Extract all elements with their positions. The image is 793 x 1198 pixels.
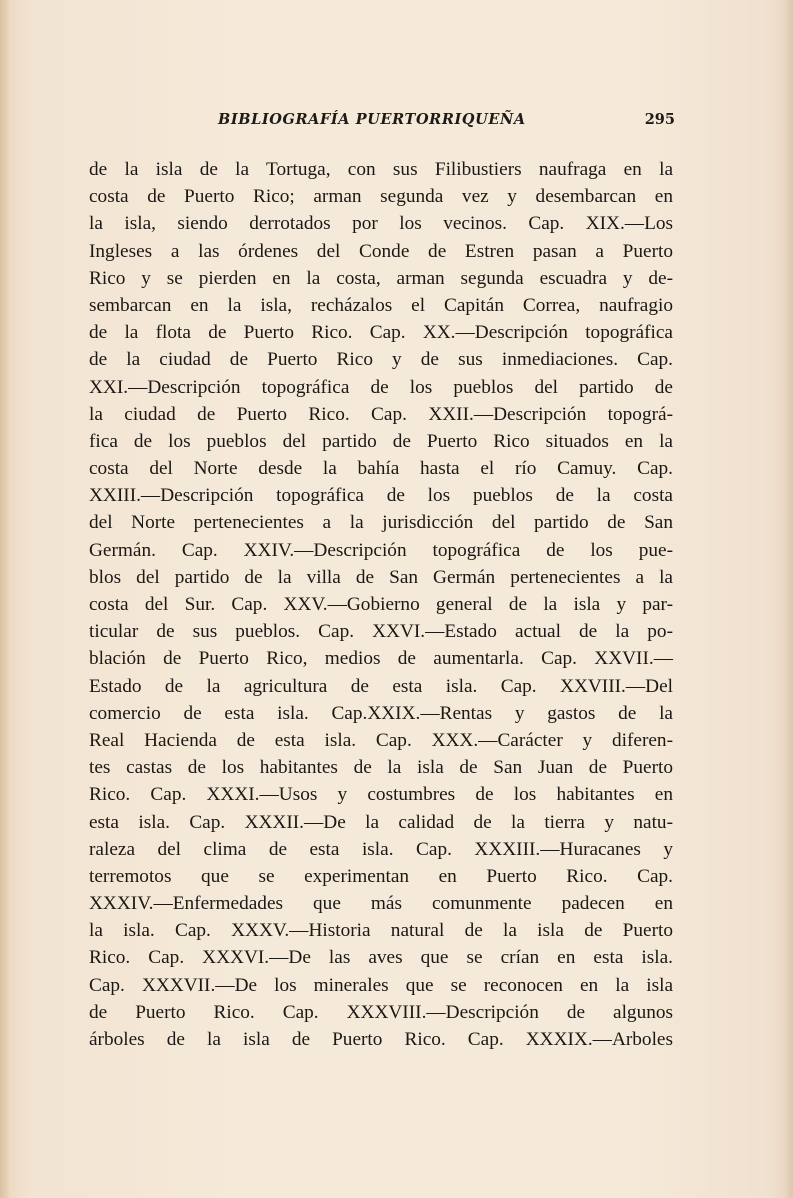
text-line: Rico. Cap. XXXI.—Usos y costumbres de los habitantes en xyxy=(89,784,673,806)
text-line: Estado de la agricultura de esta isla. Cap. XXVIII.—Del xyxy=(89,675,673,697)
text-line: de la ciudad de Puerto Rico y de sus inmediaciones. Cap. xyxy=(89,349,673,371)
running-title: BIBLIOGRAFÍA PUERTORRIQUEÑA xyxy=(218,111,526,128)
text-line: la isla. Cap. XXXV.—Historia natural de la isla de Puerto xyxy=(89,920,673,942)
text-line: Rico. Cap. XXXVI.—De las aves que se crían en esta isla. xyxy=(89,947,673,969)
body-text xyxy=(89,156,673,1053)
text-line: XXXIV.—Enfermedades que más comunmente padecen en xyxy=(89,893,673,915)
text-line: árboles de la isla de Puerto Rico. Cap. XXXIX.—Arboles xyxy=(89,1029,673,1050)
text-line: costa del Norte desde la bahía hasta el río Camuy. Cap. xyxy=(89,458,673,480)
text-line: Rico y se pierden en la costa, arman segunda escuadra y de- xyxy=(89,267,673,289)
text-line: de la flota de Puerto Rico. Cap. XX.—Descripción topográfica xyxy=(89,322,673,344)
page-right-edge xyxy=(785,0,793,1198)
page-number: 295 xyxy=(644,111,675,128)
text-line: la isla, siendo derrotados por los vecinos. Cap. XIX.—Los xyxy=(89,213,673,235)
text-line: fica de los pueblos del partido de Puerto Rico situados en la xyxy=(89,430,673,452)
text-line: de Puerto Rico. Cap. XXXVIII.—Descripción de algunos xyxy=(89,1001,673,1023)
text-line: Cap. XXXVII.—De los minerales que se reconocen en la isla xyxy=(89,974,673,996)
text-line: Ingleses a las órdenes del Conde de Estren pasan a Puerto xyxy=(89,240,673,262)
text-line: XXIII.—Descripción topográfica de los pueblos de la costa xyxy=(89,485,673,507)
text-line: la ciudad de Puerto Rico. Cap. XXII.—Descripción topográ- xyxy=(89,403,673,425)
text-line: XXI.—Descripción topográfica de los pueblos del partido de xyxy=(89,376,673,398)
text-line: ticular de sus pueblos. Cap. XXVI.—Estado actual de la po- xyxy=(89,621,673,643)
text-line: costa de Puerto Rico; arman segunda vez y desembarcan en xyxy=(89,186,673,208)
text-line: Germán. Cap. XXIV.—Descripción topográfica de los pue- xyxy=(89,539,673,561)
text-line: raleza del clima de esta isla. Cap. XXXIII.—Huracanes y xyxy=(89,838,673,860)
text-line: del Norte pertenecientes a la jurisdicción del partido de San xyxy=(89,512,673,534)
text-line: blación de Puerto Rico, medios de aumentarla. Cap. XXVII.— xyxy=(89,648,673,670)
text-line: terremotos que se experimentan en Puerto Rico. Cap. xyxy=(89,865,673,887)
text-line: sembarcan en la isla, recházalos el Capitán Correa, naufragio xyxy=(89,294,673,316)
running-header xyxy=(218,111,675,133)
text-line: de la isla de la Tortuga, con sus Filibustiers naufraga en la xyxy=(89,159,673,180)
text-line: comercio de esta isla. Cap.XXIX.—Rentas y gastos de la xyxy=(89,702,673,724)
text-line: costa del Sur. Cap. XXV.—Gobierno general de la isla y par- xyxy=(89,594,673,615)
text-line: tes castas de los habitantes de la isla de San Juan de Puerto xyxy=(89,757,673,779)
page-left-edge xyxy=(0,0,10,1198)
text-line: esta isla. Cap. XXXII.—De la calidad de la tierra y natu- xyxy=(89,811,673,833)
text-line: Real Hacienda de esta isla. Cap. XXX.—Carácter y diferen- xyxy=(89,729,673,751)
text-line: blos del partido de la villa de San Germán pertenecientes a la xyxy=(89,566,673,588)
